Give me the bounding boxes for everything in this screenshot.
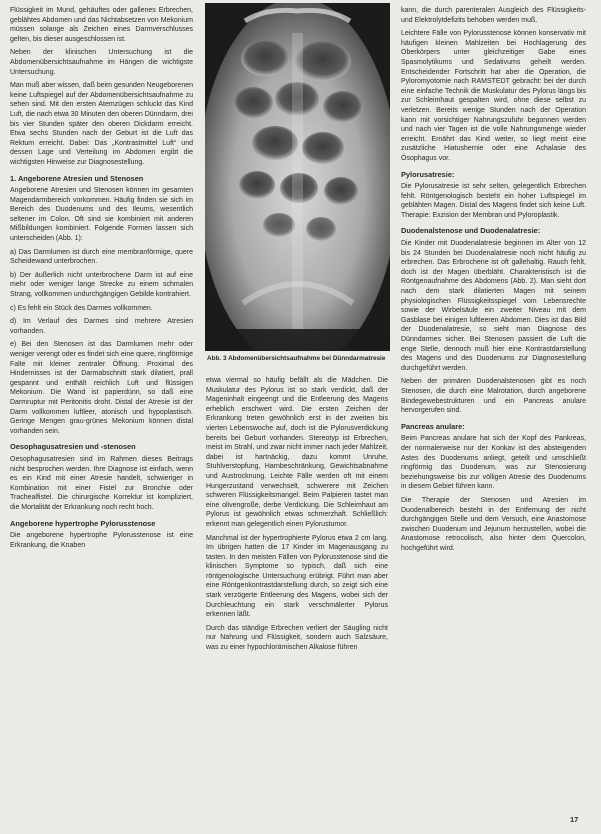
section-heading: Angeborene hypertrophe Pylorusstenose (10, 518, 156, 528)
figure-caption: Abb. 3 Abdomenübersichtsaufnahme bei Dünndarmatresie (207, 355, 386, 362)
paragraph: Man muß aber wissen, daß beim gesunden Neugeborenen keine Luftspiegel auf der Abdomenübersichtsaufnahme zu sehen sind. Mit den ersten Atemzügen schluckt das Kind Luft, die nach etwa 30 Minuten den oberen Dünndarm, drei bis vier Stunden später den oberen Dickdarm erreicht. Etwa sechs Stunden nach der Geburt ist die Luft das Rektum erreicht. Dabei: Das „Kontrastmittel Luft“ und dessen Lage und Verteilung im Abdomen ergibt die wichtigsten Hinweise zur Diagnosestellung. (10, 82, 193, 166)
paragraph: Neben der primären Duodenalstenosen gibt es noch Stenosen, die durch eine Malrotation, durch angeborene Bindegewebestrukturen und ein Pancreas anulare hervorgerufen sind. (401, 378, 586, 415)
paragraph: Flüssigkeit im Mund, gehäuftes oder gallenes Erbrechen, geblähtes Abdomen und das Nichtabsetzen von Mekonium müssen solange als Zeichen eines Darmverschlusses gelten, bis dieser ausgeschlossen ist. (10, 7, 193, 43)
text-column-left (10, 6, 193, 554)
text-column-middle (206, 376, 388, 657)
section-heading: Pylorusatresie: (401, 169, 455, 179)
paragraph: Die Kinder mit Duodenalatresie beginnen im Alter von 12 bis 24 Stunden bei Duodenalatresie noch nicht häufig zu erbrechen. Das Erbrochene ist oft gallehaltig. Rauch fehlt, doch ist der Magen überbläht. Charakteristisch ist die Röntgenaufnahme des Abdomens (Abb. 2). Man sieht dort nach dem stark dilatierten Magen mit seinem physiologischen Flüssigkeitsspiegel vom Lebensrechte sowie der Wirbelsäule ein zweiter Niveau mit dem Gasblase bei einigen luftleeren Abdomen. Dies ist das Bild der Duodenalatresie, so sieht man Diagnose des Dünndarmes sicher. Bei Stenosen passiert die Luft die enge Stelle, dennoch muß hier eine Kontrastdarstellung des Magens und des Duodenums zur Diagnosestellung durchgeführt werden. (401, 240, 586, 372)
paragraph: Die angeborene hypertrophe Pylorusstenose ist eine Erkrankung, die Knaben (10, 532, 193, 549)
paragraph: Angeborene Atresien und Stenosen können im gesamten Magendarmbereich vorkommen. Häufig finden sie sich im Bereich des Duodenums und des Ileums, wesentlich seltener im Colon. Oft sind sie kombiniert mit anderen Mißbildungen kombiniert. Folgende Formen lassen sich unterscheiden (Abb. 1): (10, 187, 193, 243)
section-heading: Oesophagusatresien und -stenosen (10, 442, 136, 452)
xray-image (205, 3, 390, 351)
list-item: b) Der äußerlich nicht unterbrochene Darm ist auf eine mehr oder weniger lange Strecke zu einem schmalen Strang, vollkommen undurchgängigen Gebilde kontrahiert. (10, 271, 193, 299)
paragraph: Leichtere Fälle von Pylorusstenose können konservativ mit häufigen kleinen Mahlzeiten bei Hochlagerung des Oberkörpers unter gleichzeitiger Gabe eines Spasmolytikums und Sedativums geheilt werden. Entscheidender Fortschritt hat aber die Operation, die Pyloromyotomie nach RAMSTEDT gebracht: bei der durch eine einfache Technik die Muskulatur des Pylorus längs bis zur Schleimhaut gespalten wird, ohne diese selbst zu verletzen. Bereits wenige Stunden nach der Operation kann mit vorsichtiger Nahrungszufuhr begonnen werden und nach vier Tagen ist die volle Nahrungsmenge wieder erreicht. Ernährt das Kind weiter, so liegt meist eine zusätzliche Hiatushernie oder eine Achalasie des Ösophagus vor. (401, 30, 586, 162)
paragraph: Manchmal ist der hypertrophierte Pylorus etwa 2 cm lang. Im übrigen hatten die 17 Kinder im Magenausgang zu tasten. In den meisten Fällen von Pylorusstenose sind die klinischen Symptome so typisch, daß sich eine röntgenologische Untersuchung erübrigt. Führt man aber eine Röntgenkontrastdarstellung durch, so zeigt sich eine stark verzögerte Entleerung des Magens, wobei sich der Durchleuchtung ein stark verschmälerter Pylorus erkennen läßt. (206, 534, 388, 619)
paragraph: Durch das ständige Erbrechen verliert der Säugling nicht nur Nahrung und Flüssigkeit, sondern auch Salzsäure, was zu einer hypochlorämischen Alkalose führen (206, 624, 388, 652)
list-item: c) Es fehlt ein Stück des Darmes vollkommen. (10, 304, 153, 312)
paragraph: kann, die durch parenteralen Ausgleich des Flüssigkeits- und Elektrolytdefizits behoben werden muß. (401, 7, 586, 24)
paragraph: Oesophagusatresien sind im Rahmen dieses Beitrags nicht besprochen werden. Ihre Diagnose ist einfach, wenn es ein Kind mit einer Atresie handelt, schwieriger in Kombination mit einer Fistel zur Bronchie oder Trachealfistel. Die chirurgische Korrektur ist kompliziert, die Mortalität der Erkrankung noch recht hoch. (10, 455, 193, 511)
section-heading: Pancreas anulare: (401, 421, 465, 431)
paragraph: Die Therapie der Stenosen und Atresien im Duodenalbereich besteht in der Entfernung der nicht durchgängigen Stelle und dem Versuch, eine Anastomose zwischen Duodenum und Jejunum herzustellen, wobei die Anastomose retrocolisch, also hinter dem Quercolon, hochgeführt wird. (401, 496, 586, 552)
paragraph: Beim Pancreas anulare hat sich der Kopf des Pankreas, der normalerweise nur der Konkav ist des absteigenden Astes des Duodenums anliegt, geteilt und umschließt ringförmig das Duodenum, was zur Stenosierung beziehungsweise bis zur völligen Atresie des Duodenums in diesem Gebiet führen kann. (401, 435, 586, 491)
xray-illustration (205, 3, 390, 351)
paragraph: Neben der klinischen Untersuchung ist die Abdomenübersichtsaufnahme im Hängen die wichtigste Untersuchung. (10, 49, 193, 76)
text-column-right (401, 6, 586, 557)
section-heading: 1. Angeborene Atresien und Stenosen (10, 173, 144, 183)
paragraph: Die Pylorusatresie ist sehr selten, gelegentlich Erbrechen fehlt. Röntgenologisch besteht ein hoher Luftspiegel im geblähten Magen. Distal des Magens findet sich keine Luft. Therapie: Exzision der Membran und Pyloroplastik. (401, 183, 586, 219)
list-item: d) Im Verlauf des Darmes sind mehrere Atresien vorhanden. (10, 318, 193, 335)
page-number: 17 (570, 815, 579, 824)
paragraph: etwa viermal so häufig befällt als die Mädchen. Die Muskulatur des Pylorus ist so stark verdickt, daß der Mageninhalt eingeengt und die Entleerung des Magens erheblich erschwert wird. Die ersten Zeichen der Erkrankung treten gewöhnlich erst in der zweiten bis vierten Lebenswoche auf, doch ist die Pylorusverdickung bereits bei Geburt vorhanden. Stereotyp ist Erbrechen, meist im Strahl, und zwar nicht immer nach jeder Mahlzeit, dabei ist hartnäckig, dazu kommt Unruhe, Stuhlverstopfung, Harnbeschränkung, Gewichtsabnahme und Austrocknung. Leichte Fälle werden oft mit einem Hungerzustand verwechselt, schwerere mit Zeichen schweren Flüssigkeitsmangel. Beim Palpieren tastet man eine olivengroße, derbe Verdickung. Die Schleimhaut am Pylorus ist gewöhnlich etwas schmerzhaft. Schließlich: erkennt man gelegentlich einen Pylorustumor. (206, 377, 388, 528)
list-item: e) Bei den Stenosen ist das Darmlumen mehr oder weniger verengt oder es findet sich eine quere, ringförmige Falte mit kleiner zentraler Öffnung. Proximal des Hindernisses ist der Darmabschnitt stark dilatiert, prall gespannt und enthält reichlich Luft und flüssigen Mekonium. Die Wand ist papierdünn, so daß eine Darmruptur mit Peritonitis droht. Distal der Atresie ist der Darm vollkommen luftleer, atonisch und hypoplastisch. Geringe Mengen grau-grünes Mekonium können distal vorhanden sein. (10, 341, 193, 435)
list-item: a) Das Darmlumen ist durch eine membranförmige, quere Scheidewand unterbrochen. (10, 248, 193, 266)
section-heading: Duodenalstenose und Duodenalatresie: (401, 226, 541, 236)
